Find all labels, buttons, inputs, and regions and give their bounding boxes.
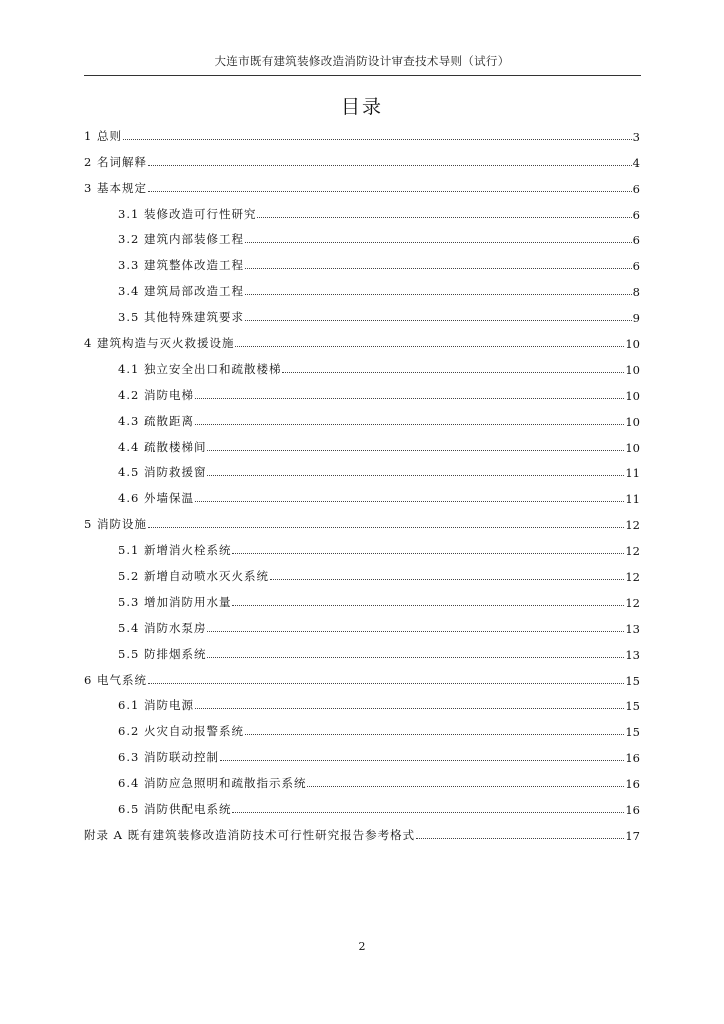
page-number: 2 xyxy=(358,940,366,953)
toc-title: 目录 xyxy=(340,96,383,118)
toc-entry-page: 10 xyxy=(625,337,640,352)
toc-leader-dots xyxy=(195,708,624,709)
toc-entry-label: 4.4 疏散楼梯间 xyxy=(118,439,207,454)
toc-entry-page: 8 xyxy=(632,285,640,300)
toc-entry[interactable] xyxy=(84,688,640,714)
toc-entry[interactable] xyxy=(84,506,640,532)
toc-entry-label: 5.1 新增消火栓系统 xyxy=(118,543,232,558)
toc-entry[interactable] xyxy=(84,144,640,170)
toc-entry[interactable] xyxy=(84,791,640,817)
toc-entry[interactable] xyxy=(84,377,640,403)
toc-entry-page: 17 xyxy=(625,828,640,843)
toc-entry[interactable] xyxy=(84,429,640,455)
toc-entry[interactable] xyxy=(84,532,640,558)
toc-entry-page: 4 xyxy=(632,155,640,170)
toc-entry-label: 3.4 建筑局部改造工程 xyxy=(118,284,244,299)
toc-entry-page: 6 xyxy=(632,207,640,222)
toc-leader-dots xyxy=(195,398,624,399)
toc-entry-label: 4.1 独立安全出口和疏散楼梯 xyxy=(118,361,282,376)
toc-leader-dots xyxy=(148,191,632,192)
toc-entry[interactable] xyxy=(84,584,640,610)
toc-leader-dots xyxy=(148,165,632,166)
toc-leader-dots xyxy=(282,372,624,373)
toc-leader-dots xyxy=(207,475,624,476)
toc-leader-dots xyxy=(195,424,624,425)
toc-entry-label: 5.3 增加消防用水量 xyxy=(118,594,232,609)
toc-leader-dots xyxy=(148,527,624,528)
toc-entry[interactable] xyxy=(84,558,640,584)
toc-leader-dots xyxy=(232,605,624,606)
toc-entry-page: 13 xyxy=(625,647,640,662)
toc-entry-label: 6.4 消防应急照明和疏散指示系统 xyxy=(118,776,307,791)
toc-entry[interactable] xyxy=(84,273,640,299)
toc-entry-page: 12 xyxy=(625,595,640,610)
toc-entry-label: 4.3 疏散距离 xyxy=(118,413,194,428)
toc-entry-page: 15 xyxy=(625,725,640,740)
toc-entry-label: 5.5 防排烟系统 xyxy=(118,646,207,661)
toc-leader-dots xyxy=(220,760,624,761)
toc-entry[interactable] xyxy=(84,817,640,843)
toc-entry-page: 16 xyxy=(625,777,640,792)
toc-entry[interactable] xyxy=(84,222,640,248)
toc-entry-label: 3 基本规定 xyxy=(84,180,147,195)
toc-entry-page: 6 xyxy=(632,259,640,274)
toc-entry-label: 3.2 建筑内部装修工程 xyxy=(118,232,244,247)
toc-entry[interactable] xyxy=(84,480,640,506)
toc-entry-label: 6.5 消防供配电系统 xyxy=(118,802,232,817)
toc-entry-label: 4 建筑构造与灭火救援设施 xyxy=(84,336,235,351)
toc-entry[interactable] xyxy=(84,325,640,351)
toc-entry[interactable] xyxy=(84,196,640,222)
toc-entry[interactable] xyxy=(84,403,640,429)
toc-leader-dots xyxy=(207,631,624,632)
toc-entry-page: 13 xyxy=(625,621,640,636)
toc-entry[interactable] xyxy=(84,455,640,481)
toc-entry[interactable] xyxy=(84,610,640,636)
toc-entry-page: 16 xyxy=(625,803,640,818)
toc-entry-page: 12 xyxy=(625,570,640,585)
toc-entry-page: 6 xyxy=(632,233,640,248)
toc-entry-label: 附录 A 既有建筑装修改造消防技术可行性研究报告参考格式 xyxy=(84,827,416,842)
toc-leader-dots xyxy=(416,838,624,839)
toc-entry-label: 4.2 消防电梯 xyxy=(118,387,194,402)
toc-entry-label: 6.2 火灾自动报警系统 xyxy=(118,724,244,739)
toc-entry-page: 6 xyxy=(632,181,640,196)
toc-leader-dots xyxy=(245,734,624,735)
toc-leader-dots xyxy=(232,553,624,554)
toc-entry-label: 5.4 消防水泵房 xyxy=(118,620,207,635)
toc-entry-label: 3.1 装修改造可行性研究 xyxy=(118,206,257,221)
toc-entry[interactable] xyxy=(84,713,640,739)
toc-entry[interactable] xyxy=(84,636,640,662)
toc-leader-dots xyxy=(232,812,624,813)
toc-leader-dots xyxy=(245,242,632,243)
toc-leader-dots xyxy=(245,268,632,269)
toc-entry-page: 12 xyxy=(625,544,640,559)
toc-entry-label: 5.2 新增自动喷水灭火系统 xyxy=(118,569,269,584)
toc-entry[interactable] xyxy=(84,247,640,273)
toc-entry-page: 11 xyxy=(625,492,640,507)
toc-entry-page: 10 xyxy=(625,440,640,455)
toc-entry-page: 16 xyxy=(625,751,640,766)
toc-leader-dots xyxy=(245,294,632,295)
toc-entry-label: 4.6 外墙保温 xyxy=(118,491,194,506)
toc-leader-dots xyxy=(123,139,632,140)
toc-entry[interactable] xyxy=(84,662,640,688)
toc-entry-page: 11 xyxy=(625,466,640,481)
running-header: 大连市既有建筑装修改造消防设计审查技术导则（试行） xyxy=(214,54,510,68)
toc-entry-label: 6.3 消防联动控制 xyxy=(118,750,219,765)
toc-leader-dots xyxy=(270,579,624,580)
toc-leader-dots xyxy=(207,450,624,451)
toc-leader-dots xyxy=(257,217,631,218)
toc-entry-label: 6 电气系统 xyxy=(84,672,147,687)
toc-entry-page: 10 xyxy=(625,414,640,429)
toc-entry-page: 10 xyxy=(625,388,640,403)
toc-entry-page: 9 xyxy=(632,311,640,326)
toc-entry-label: 4.5 消防救援窗 xyxy=(118,465,207,480)
toc-entry-label: 3.3 建筑整体改造工程 xyxy=(118,258,244,273)
toc-leader-dots xyxy=(207,657,624,658)
toc-entry[interactable] xyxy=(84,765,640,791)
toc-entry[interactable] xyxy=(84,739,640,765)
toc-entry-label: 1 总则 xyxy=(84,128,122,143)
table-of-contents xyxy=(84,118,640,843)
toc-leader-dots xyxy=(148,683,624,684)
toc-entry-label: 2 名词解释 xyxy=(84,154,147,169)
toc-leader-dots xyxy=(235,346,624,347)
toc-entry[interactable] xyxy=(84,118,640,144)
toc-entry-label: 5 消防设施 xyxy=(84,517,147,532)
toc-entry-page: 10 xyxy=(625,362,640,377)
toc-entry[interactable] xyxy=(84,170,640,196)
toc-entry[interactable] xyxy=(84,299,640,325)
header-divider xyxy=(84,75,641,76)
toc-leader-dots xyxy=(245,320,632,321)
toc-leader-dots xyxy=(195,501,624,502)
toc-entry-page: 15 xyxy=(625,699,640,714)
toc-entry-label: 3.5 其他特殊建筑要求 xyxy=(118,310,244,325)
toc-entry-page: 12 xyxy=(625,518,640,533)
toc-entry[interactable] xyxy=(84,351,640,377)
toc-leader-dots xyxy=(307,786,624,787)
toc-entry-page: 15 xyxy=(625,673,640,688)
toc-entry-page: 3 xyxy=(632,129,640,144)
toc-entry-label: 6.1 消防电源 xyxy=(118,698,194,713)
